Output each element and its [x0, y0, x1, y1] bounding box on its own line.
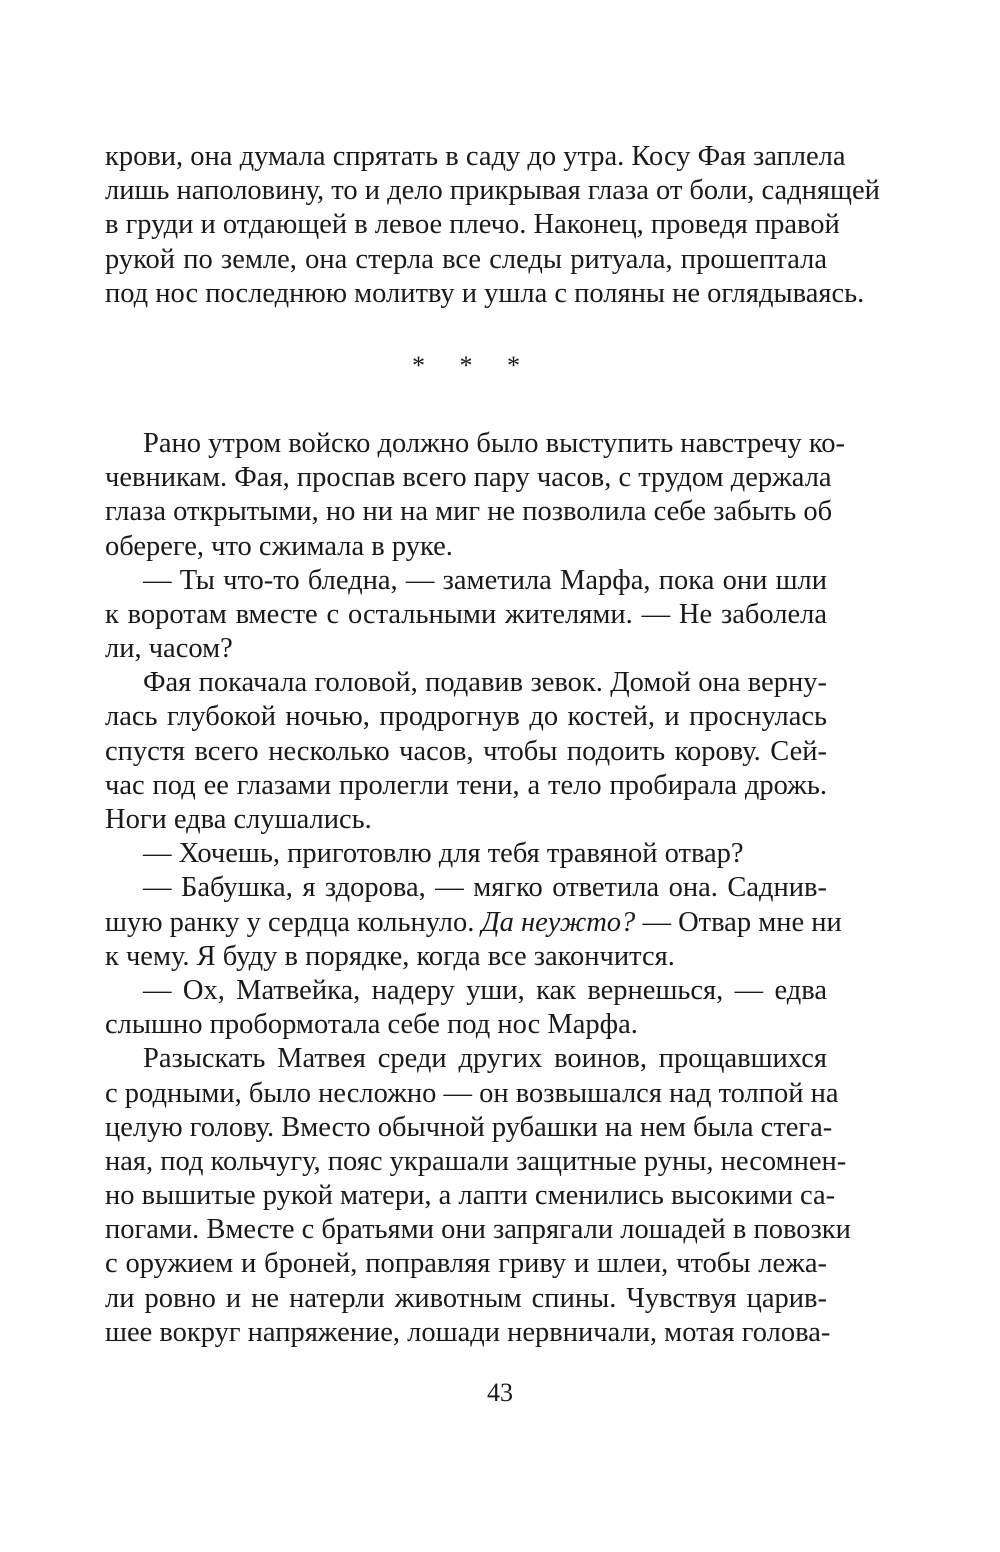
text-line: Фая покачала головой, подавив зевок. Домой она верну- [143, 667, 827, 699]
text-line: погами. Вместе с братьями они запрягали лошадей в повозки [105, 1214, 851, 1246]
paragraph-1 [105, 427, 845, 564]
text-span: шую ранку у сердца кольнуло. [105, 906, 482, 938]
text-line: спустя всего несколько часов, чтобы подоить корову. Сей- [105, 735, 827, 767]
paragraph-7 [105, 1042, 851, 1350]
text-line: лишь наполовину, то и дело прикрывая глаза от боли, саднящей [105, 175, 880, 207]
text-line: — Бабушка, я здорова, — мягко ответила она. Саднив- [143, 872, 827, 904]
text-line [105, 906, 842, 940]
text-line: под нос последнюю молитву и ушла с поляны не оглядываясь. [105, 277, 865, 309]
text-line: ная, под кольчугу, пояс украшали защитные руны, несомнен- [105, 1145, 847, 1177]
paragraph-2 [105, 564, 827, 667]
scene-break: * * * [412, 350, 534, 380]
text-line: Ноги едва слушались. [105, 804, 372, 835]
text-line: в груди и отдающей в левое плечо. Наконец, проведя правой [105, 209, 840, 241]
text-line: к чему. Я буду в порядке, когда все закончится. [105, 940, 675, 972]
page-number: 43 [487, 1378, 513, 1407]
paragraph-4 [105, 837, 827, 871]
text-line: с оружием и броней, поправляя гриву и шлеи, чтобы лежа- [105, 1248, 827, 1280]
text-line: ли ровно и не натерли животным спины. Чувствуя царив- [105, 1282, 827, 1314]
text-line: слышно пробормотала себе под нос Марфа. [105, 1009, 638, 1041]
text-line: глаза открытыми, но ни на миг не позволила себе забыть об [105, 496, 833, 528]
text-line: с родными, было несложно — он возвышался над толпой на [105, 1077, 839, 1109]
text-line: обереге, что сжимала в руке. [105, 530, 453, 562]
paragraph-top [105, 140, 880, 311]
text-line: ли, часом? [105, 633, 233, 665]
text-line: целую голову. Вместо обычной рубашки на нем была стега- [105, 1111, 833, 1143]
text-line: к воротам вместе с остальными жителями. — Не заболела [105, 598, 827, 630]
text-line: Разыскать Матвея среди других воинов, прощавшихся [143, 1043, 827, 1075]
text-line: крови, она думала спрятать в саду до утра. Косу Фая заплела [105, 141, 846, 172]
text-line: — Ох, Матвейка, надеру уши, как вернешься, — едва [143, 974, 827, 1006]
text-line: лась глубокой ночью, продрогнув до костей, и проснулась [105, 701, 827, 733]
paragraph-6 [105, 974, 827, 1042]
text-line: рукой по земле, она стерла все следы ритуала, прошептала [105, 243, 827, 275]
text-line: — Ты что-то бледна, — заметила Марфа, пока они шли [143, 564, 827, 596]
paragraph-3 [105, 666, 827, 837]
book-page [105, 140, 880, 1350]
text-line: шее вокруг напряжение, лошади нервничали, мотая голова- [105, 1316, 831, 1348]
text-span: — Отвар мне ни [635, 906, 842, 938]
italic-phrase: Да неужто? [481, 906, 636, 938]
paragraph-5 [105, 871, 842, 974]
text-line: Рано утром войско должно было выступить навстречу ко- [143, 427, 845, 459]
text-line: час под ее глазами пролегли тени, а тело пробирала дрожь. [105, 769, 827, 801]
text-line: — Хочешь, приготовлю для тебя травяной отвар? [143, 838, 744, 870]
text-line: чевникам. Фая, проспав всего пару часов, с трудом держала [105, 462, 832, 494]
text-line: но вышитые рукой матери, а лапти сменились высокими са- [105, 1180, 836, 1212]
